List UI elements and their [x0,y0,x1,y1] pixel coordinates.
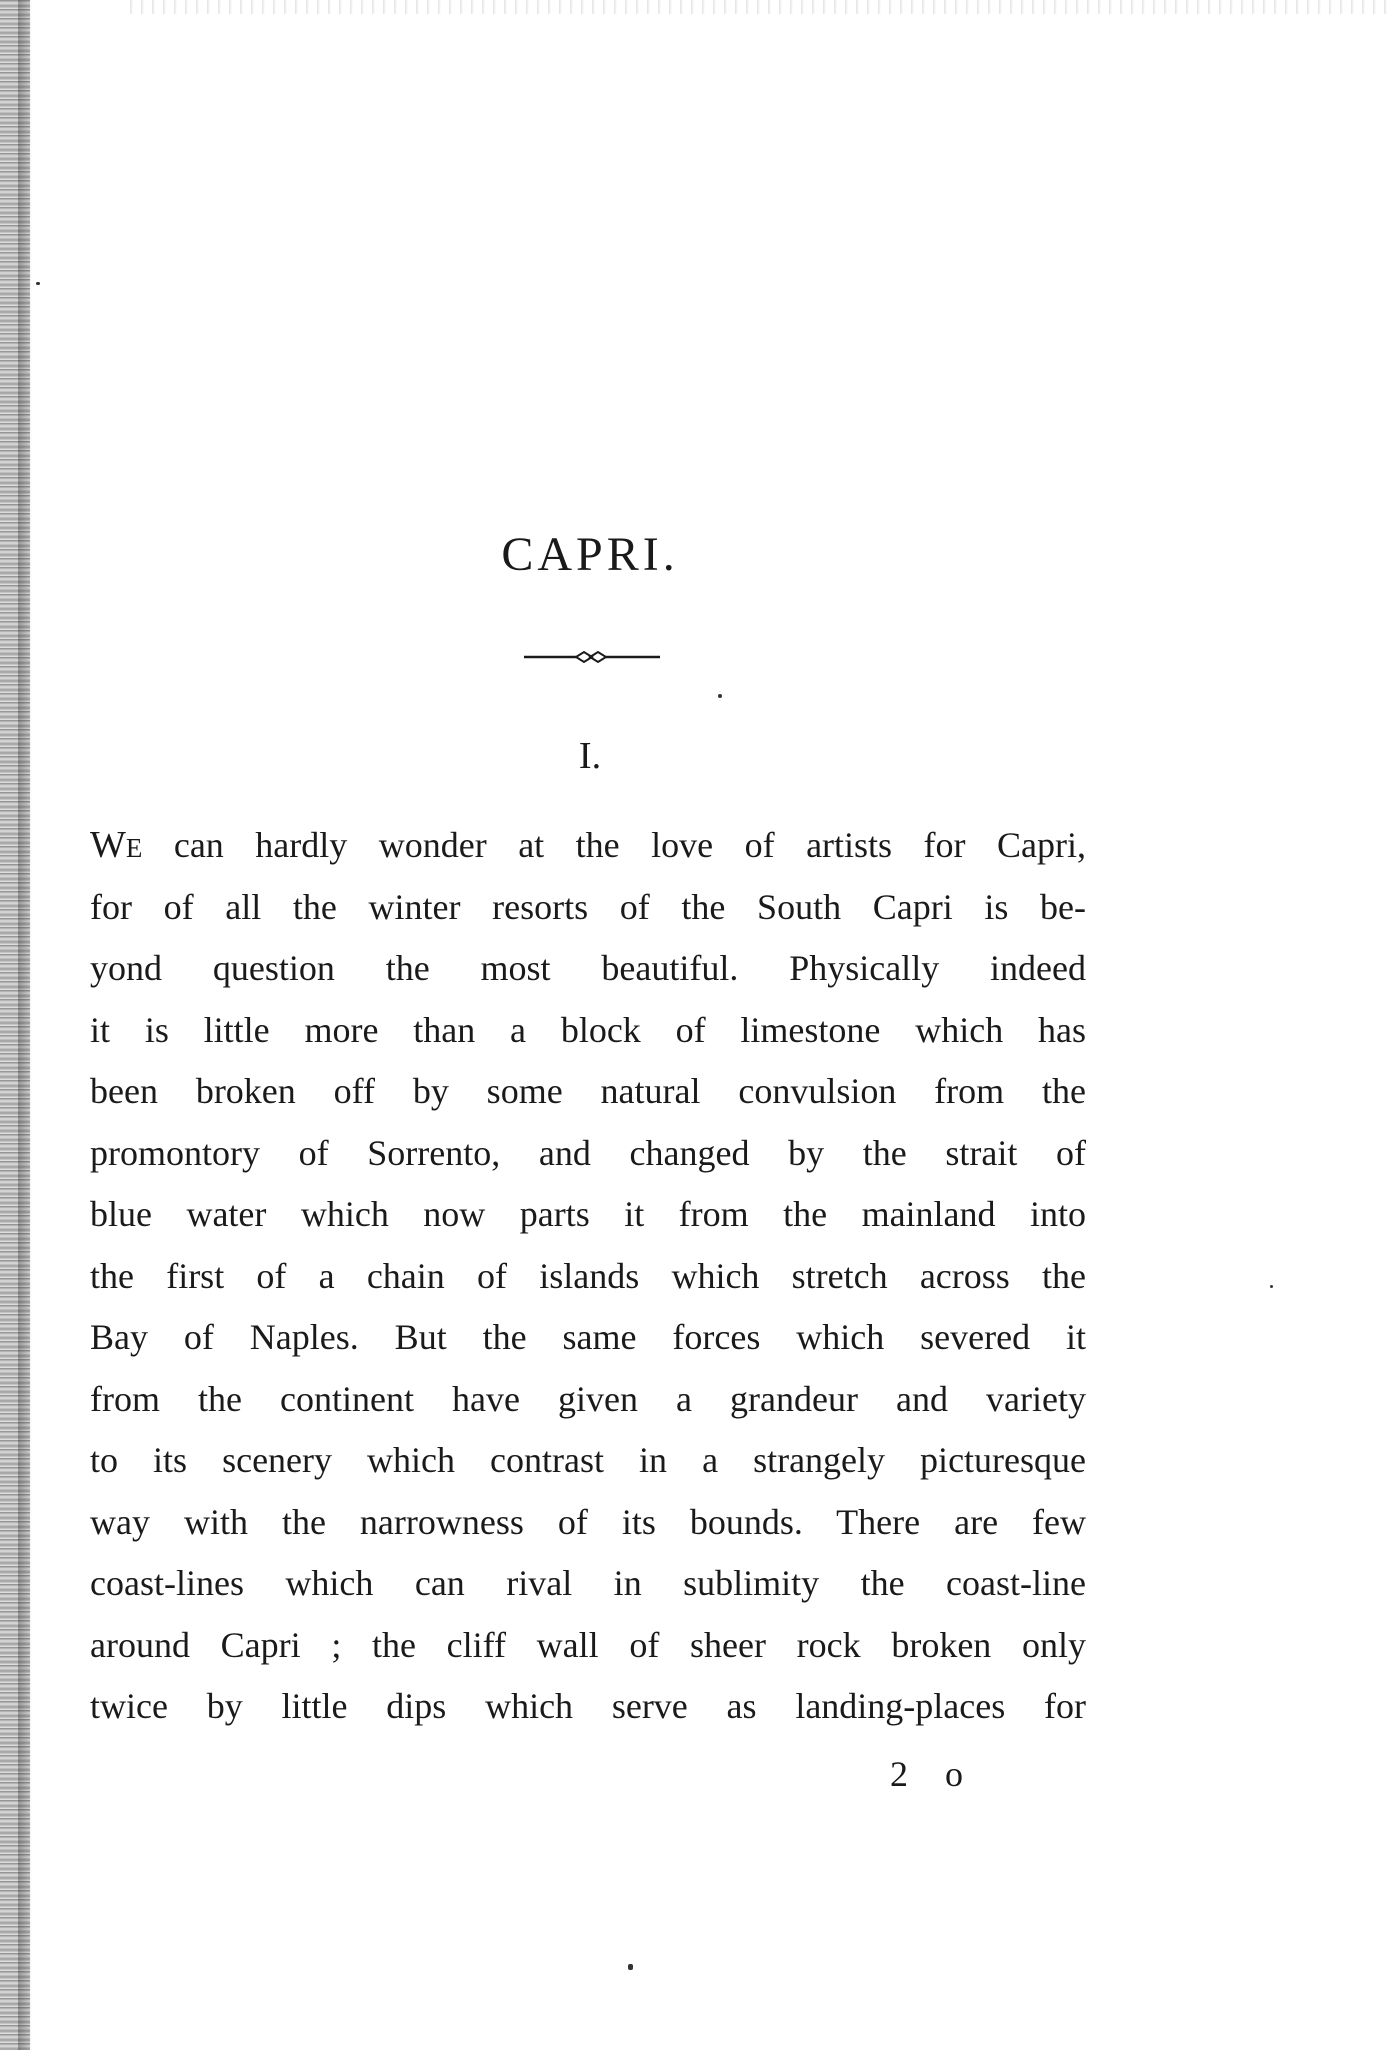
body-line: it is little more than a block of limestone which has [90,1009,1086,1050]
page-title: CAPRI. [501,528,679,581]
body-line: way with the narrowness of its bounds. There are few [90,1501,1086,1542]
body-line: We can hardly wonder at the love of artists for Capri, [90,824,1086,866]
body-line: around Capri ; the cliff wall of sheer rock broken only [90,1624,1086,1665]
ornament-divider-icon [524,647,660,667]
scan-speck [1270,1285,1273,1288]
body-line: coast-lines which can rival in sublimity the coast-line [90,1563,1086,1603]
body-line: from the continent have given a grandeur and variety [90,1378,1086,1419]
body-line: Bay of Naples. But the same forces which severed it [90,1317,1086,1357]
body-line: to its scenery which contrast in a strangely picturesque [90,1440,1086,1480]
body-line: twice by little dips which serve as landing-places for [90,1686,1086,1726]
page-binding-edge [0,0,30,2050]
scan-speck [36,282,40,285]
body-line: the first of a chain of islands which stretch across the [90,1255,1086,1296]
body-line: yond question the most beautiful. Physically indeed [90,948,1086,988]
page-number: 2 o [890,1754,977,1794]
scan-speck [628,1964,633,1970]
section-number: I. [578,735,602,777]
body-line: for of all the winter resorts of the South Capri is be- [90,886,1086,927]
scan-noise [130,0,1388,14]
body-paragraph [90,815,1086,1738]
scan-speck [718,694,722,698]
body-line: promontory of Sorrento, and changed by the strait of [90,1132,1086,1173]
body-line: blue water which now parts it from the mainland into [90,1194,1086,1234]
body-line: been broken off by some natural convulsion from the [90,1071,1086,1111]
opening-word: We [90,824,143,866]
